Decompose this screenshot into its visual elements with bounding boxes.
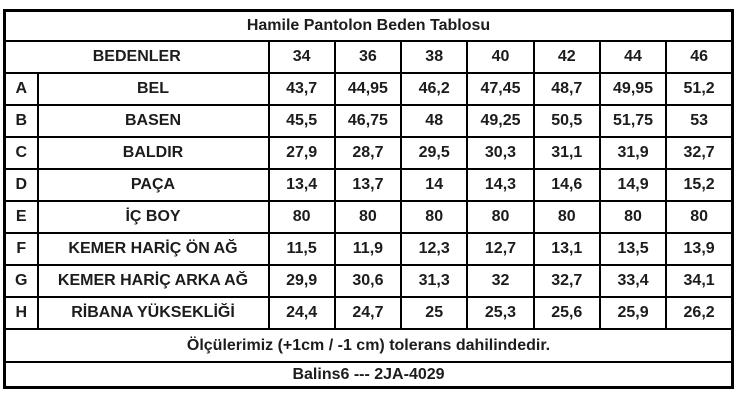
row-value: 34,1 — [666, 265, 732, 297]
row-value: 12,7 — [467, 233, 533, 265]
size-table — [3, 9, 734, 389]
row-measurement-name: KEMER HARİÇ ÖN AĞ — [38, 233, 269, 265]
row-value: 11,9 — [335, 233, 401, 265]
table-row-kemer-haric-arka-ag — [5, 265, 733, 297]
row-value: 30,6 — [335, 265, 401, 297]
row-value: 46,2 — [401, 73, 467, 105]
row-measurement-name: İÇ BOY — [38, 201, 269, 233]
row-measurement-name: BALDIR — [38, 137, 269, 169]
row-value: 80 — [335, 201, 401, 233]
row-letter: B — [5, 105, 38, 137]
tolerance-row — [5, 329, 733, 362]
row-value: 26,2 — [666, 297, 732, 329]
row-value: 45,5 — [269, 105, 335, 137]
table-row-ribana-yuksekligi — [5, 297, 733, 329]
table-row-kemer-haric-on-ag — [5, 233, 733, 265]
header-size-34: 34 — [269, 41, 335, 73]
row-letter: H — [5, 297, 38, 329]
row-measurement-name: BASEN — [38, 105, 269, 137]
title-row — [5, 11, 733, 42]
row-value: 51,2 — [666, 73, 732, 105]
product-code-row — [5, 362, 733, 388]
header-row — [5, 41, 733, 73]
row-value: 80 — [401, 201, 467, 233]
row-value: 47,45 — [467, 73, 533, 105]
row-measurement-name: KEMER HARİÇ ARKA AĞ — [38, 265, 269, 297]
header-size-46: 46 — [666, 41, 732, 73]
row-measurement-name: PAÇA — [38, 169, 269, 201]
row-value: 14,9 — [600, 169, 666, 201]
row-value: 51,75 — [600, 105, 666, 137]
row-value: 13,9 — [666, 233, 732, 265]
table-row-ic-boy — [5, 201, 733, 233]
table-title: Hamile Pantolon Beden Tablosu — [5, 11, 733, 42]
row-value: 11,5 — [269, 233, 335, 265]
table-row-paca — [5, 169, 733, 201]
row-value: 13,5 — [600, 233, 666, 265]
header-size-42: 42 — [534, 41, 600, 73]
row-value: 44,95 — [335, 73, 401, 105]
row-value: 25,6 — [534, 297, 600, 329]
row-value: 49,95 — [600, 73, 666, 105]
row-value: 13,1 — [534, 233, 600, 265]
header-size-44: 44 — [600, 41, 666, 73]
row-value: 13,4 — [269, 169, 335, 201]
row-value: 29,5 — [401, 137, 467, 169]
row-value: 13,7 — [335, 169, 401, 201]
product-code: Balins6 --- 2JA-4029 — [5, 362, 733, 388]
row-value: 24,4 — [269, 297, 335, 329]
row-value: 25,3 — [467, 297, 533, 329]
row-measurement-name: BEL — [38, 73, 269, 105]
header-bedenler: BEDENLER — [5, 41, 269, 73]
table-row-baldir — [5, 137, 733, 169]
row-value: 15,2 — [666, 169, 732, 201]
row-value: 48 — [401, 105, 467, 137]
tolerance-note: Ölçülerimiz (+1cm / -1 cm) tolerans dahilindedir. — [5, 329, 733, 362]
row-value: 80 — [600, 201, 666, 233]
row-measurement-name: RİBANA YÜKSEKLİĞİ — [38, 297, 269, 329]
header-size-38: 38 — [401, 41, 467, 73]
row-value: 80 — [269, 201, 335, 233]
header-size-36: 36 — [335, 41, 401, 73]
row-value: 31,9 — [600, 137, 666, 169]
row-value: 28,7 — [335, 137, 401, 169]
row-value: 50,5 — [534, 105, 600, 137]
header-size-40: 40 — [467, 41, 533, 73]
row-value: 29,9 — [269, 265, 335, 297]
row-letter: C — [5, 137, 38, 169]
row-value: 80 — [534, 201, 600, 233]
row-value: 31,1 — [534, 137, 600, 169]
row-value: 80 — [666, 201, 732, 233]
table-row-basen — [5, 105, 733, 137]
row-value: 25 — [401, 297, 467, 329]
row-value: 14,3 — [467, 169, 533, 201]
row-value: 53 — [666, 105, 732, 137]
row-value: 27,9 — [269, 137, 335, 169]
row-value: 32,7 — [666, 137, 732, 169]
row-value: 33,4 — [600, 265, 666, 297]
row-letter: E — [5, 201, 38, 233]
row-value: 32 — [467, 265, 533, 297]
row-letter: A — [5, 73, 38, 105]
row-value: 12,3 — [401, 233, 467, 265]
row-value: 80 — [467, 201, 533, 233]
row-value: 14 — [401, 169, 467, 201]
row-value: 43,7 — [269, 73, 335, 105]
row-value: 14,6 — [534, 169, 600, 201]
row-letter: G — [5, 265, 38, 297]
row-letter: F — [5, 233, 38, 265]
row-value: 46,75 — [335, 105, 401, 137]
table-row-bel — [5, 73, 733, 105]
row-value: 48,7 — [534, 73, 600, 105]
row-value: 31,3 — [401, 265, 467, 297]
row-value: 25,9 — [600, 297, 666, 329]
row-value: 49,25 — [467, 105, 533, 137]
row-value: 24,7 — [335, 297, 401, 329]
row-value: 32,7 — [534, 265, 600, 297]
row-letter: D — [5, 169, 38, 201]
row-value: 30,3 — [467, 137, 533, 169]
